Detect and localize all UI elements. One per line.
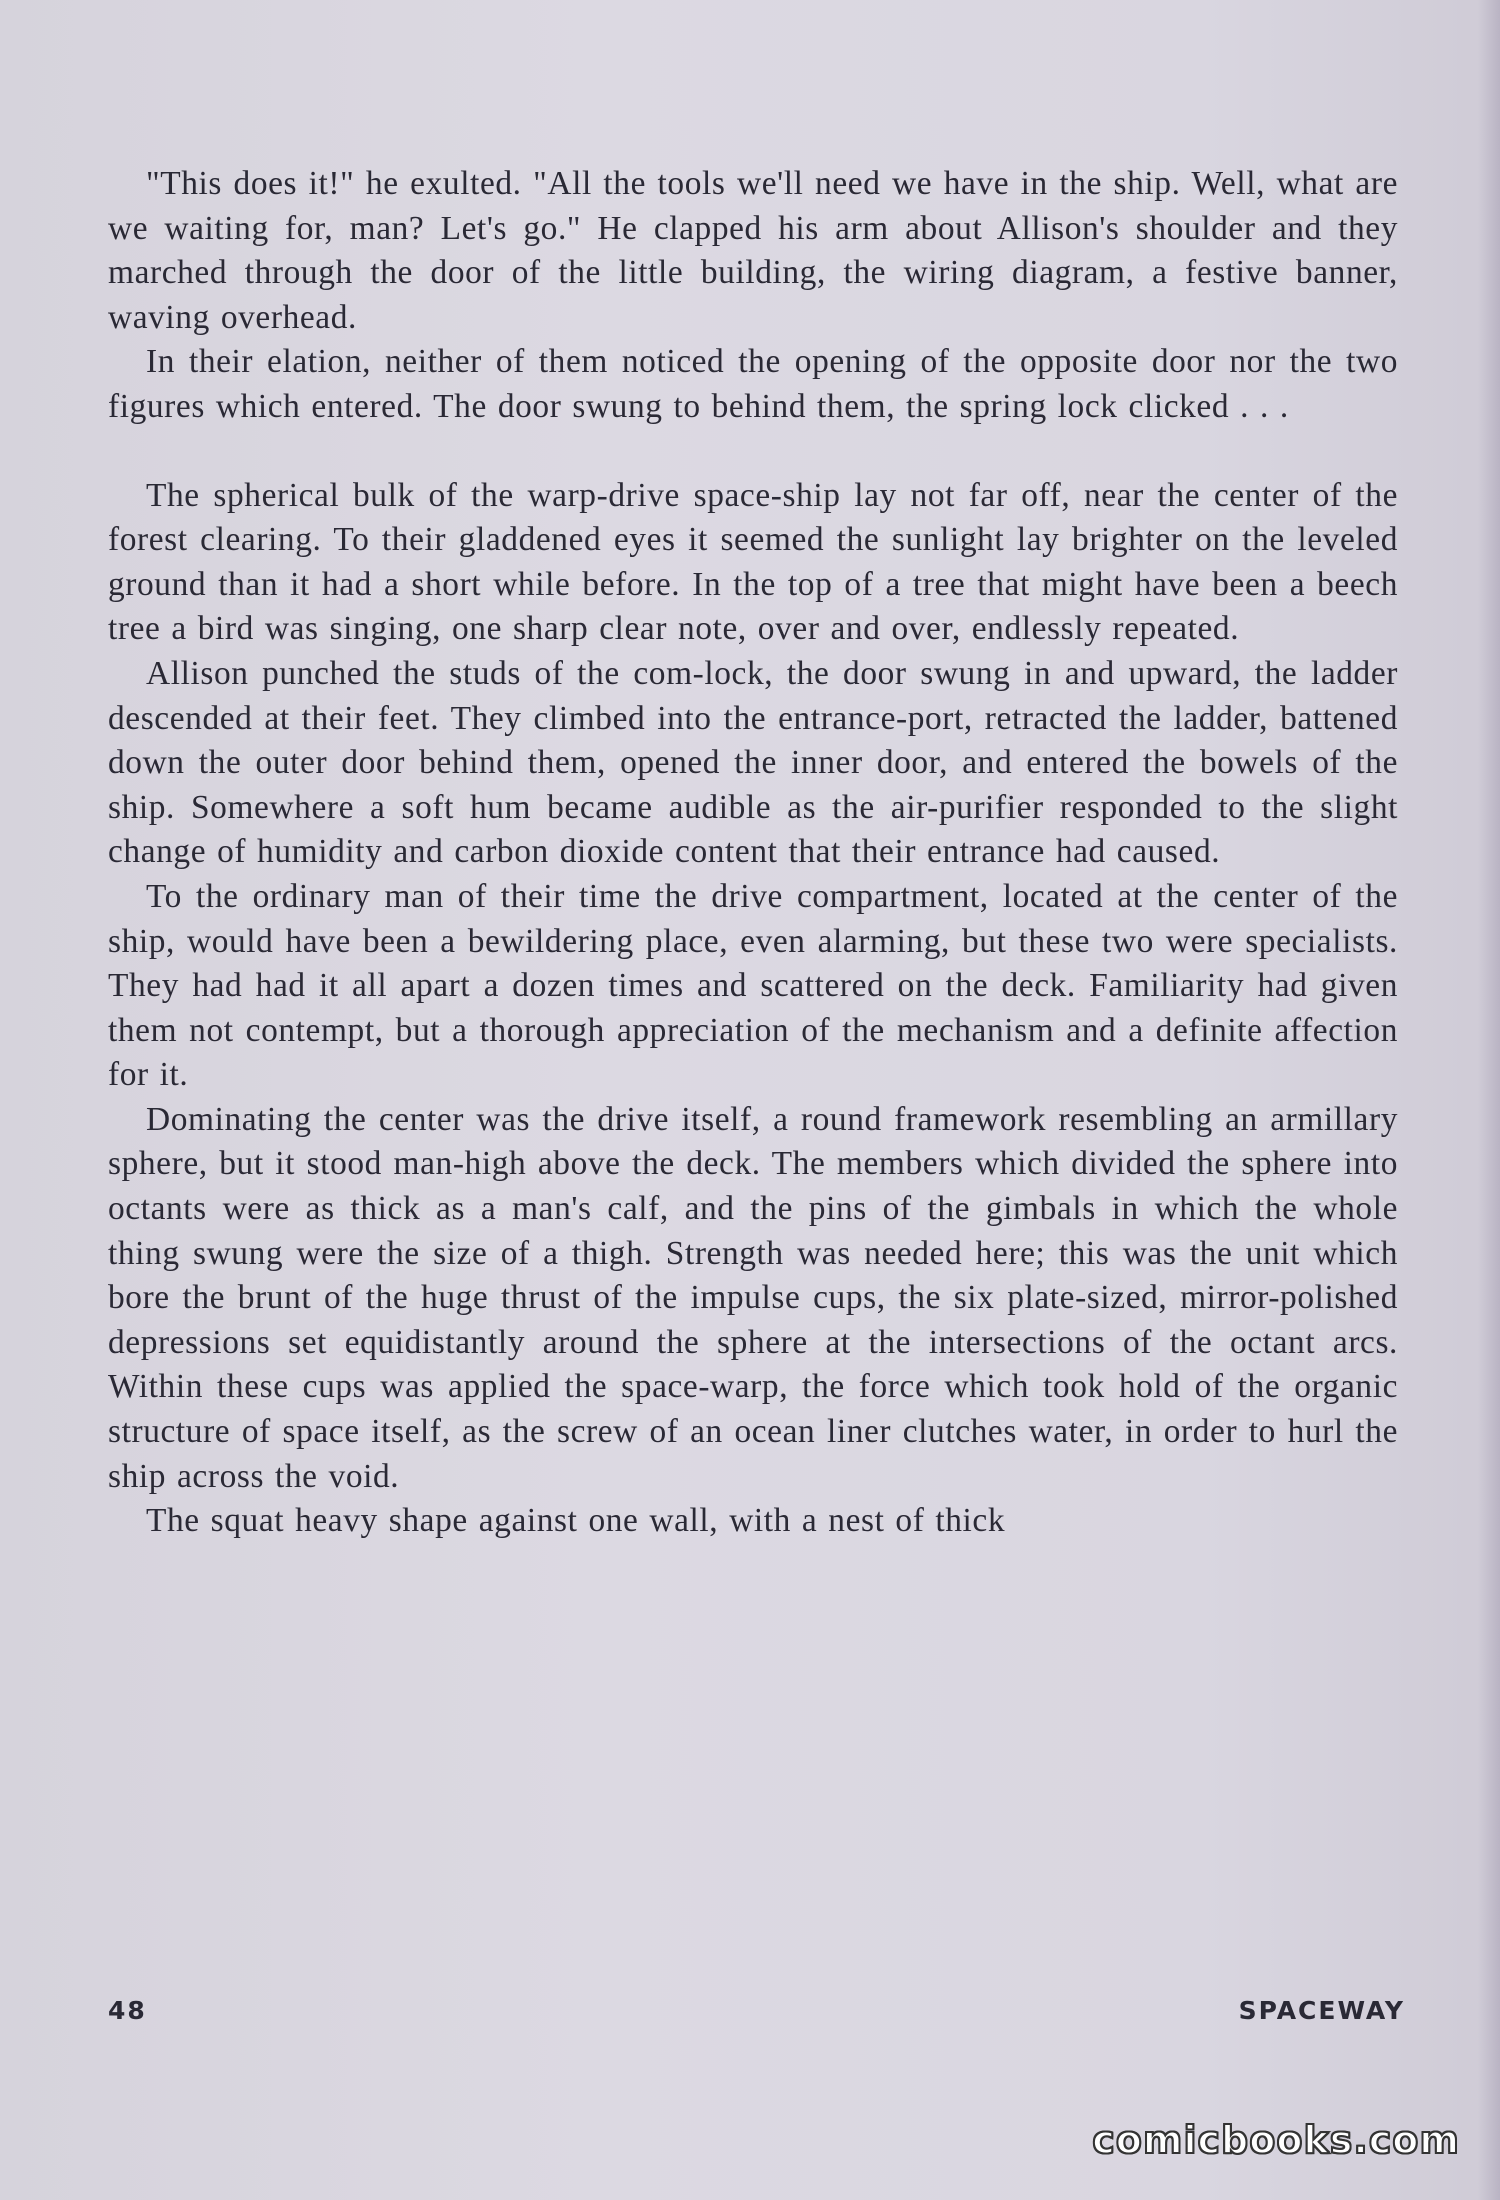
paragraph: To the ordinary man of their time the drive compartment, located at the center of the ship, would have been a bewildering place, even alarming, but these two were specialists. They had had it all apart a dozen times and scattered on the deck. Familiarity had given them not contempt, but a thorough appreciation of the mechanism and a definite affection for it. [108,877,1398,1094]
page-footer [108,1990,1405,2030]
paragraph: The spherical bulk of the warp-drive space-ship lay not far off, near the center of the forest clearing. To their gladdened eyes it seemed the sunlight lay brighter on the leveled ground than it had a short while before. In the top of a tree that might have been a beech tree a bird was singing, one sharp clear note, over and over, endlessly repeated. [108,476,1398,648]
page-edge-shadow [1478,0,1500,2200]
magazine-title: SPACEWAY [1238,1995,1405,2025]
watermark-logo: comicbooks.com [1092,2118,1460,2162]
page-number: 48 [108,1995,147,2025]
paragraph: In their elation, neither of them noticed the opening of the opposite door nor the two figures which entered. The door swung to behind them, the spring lock clicked . . . [108,343,1398,425]
paragraph: Allison punched the studs of the com-lock, the door swung in and upward, the ladder descended at their feet. They climbed into the entrance-port, retracted the ladder, battened down the outer door behind them, opened the inner door, and entered the bowels of the ship. Somewhere a soft hum became audible as the air-purifier responded to the slight change of humidity and carbon dioxide content that their entrance had caused. [108,654,1398,871]
paragraph: "This does it!" he exulted. "All the tools we'll need we have in the ship. Well, what are we waiting for, man? Let's go." He clapped his arm about Allison's shoulder and they marched through the door of the little building, the wiring diagram, a festive banner, waving overhead. [108,165,1398,336]
paragraph: The squat heavy shape against one wall, with a nest of thick [146,1502,1006,1540]
story-text [108,162,1398,1544]
paragraph: Dominating the center was the drive itself, a round framework resembling an armillary sphere, but it stood man-high above the deck. The members which divided the sphere into octants were as thick as a man's calf, and the pins of the gimbals in which the whole thing swung were the size of a thigh. Strength was needed here; this was the unit which bore the brunt of the huge thrust of the impulse cups, the six plate-sized, mirror-polished depressions set equidistantly around the sphere at the intersections of the octant arcs. Within these cups was applied the space-warp, the force which took hold of the organic structure of space itself, as the screw of an ocean liner clutches water, in order to hurl the ship across the void. [108,1100,1398,1495]
